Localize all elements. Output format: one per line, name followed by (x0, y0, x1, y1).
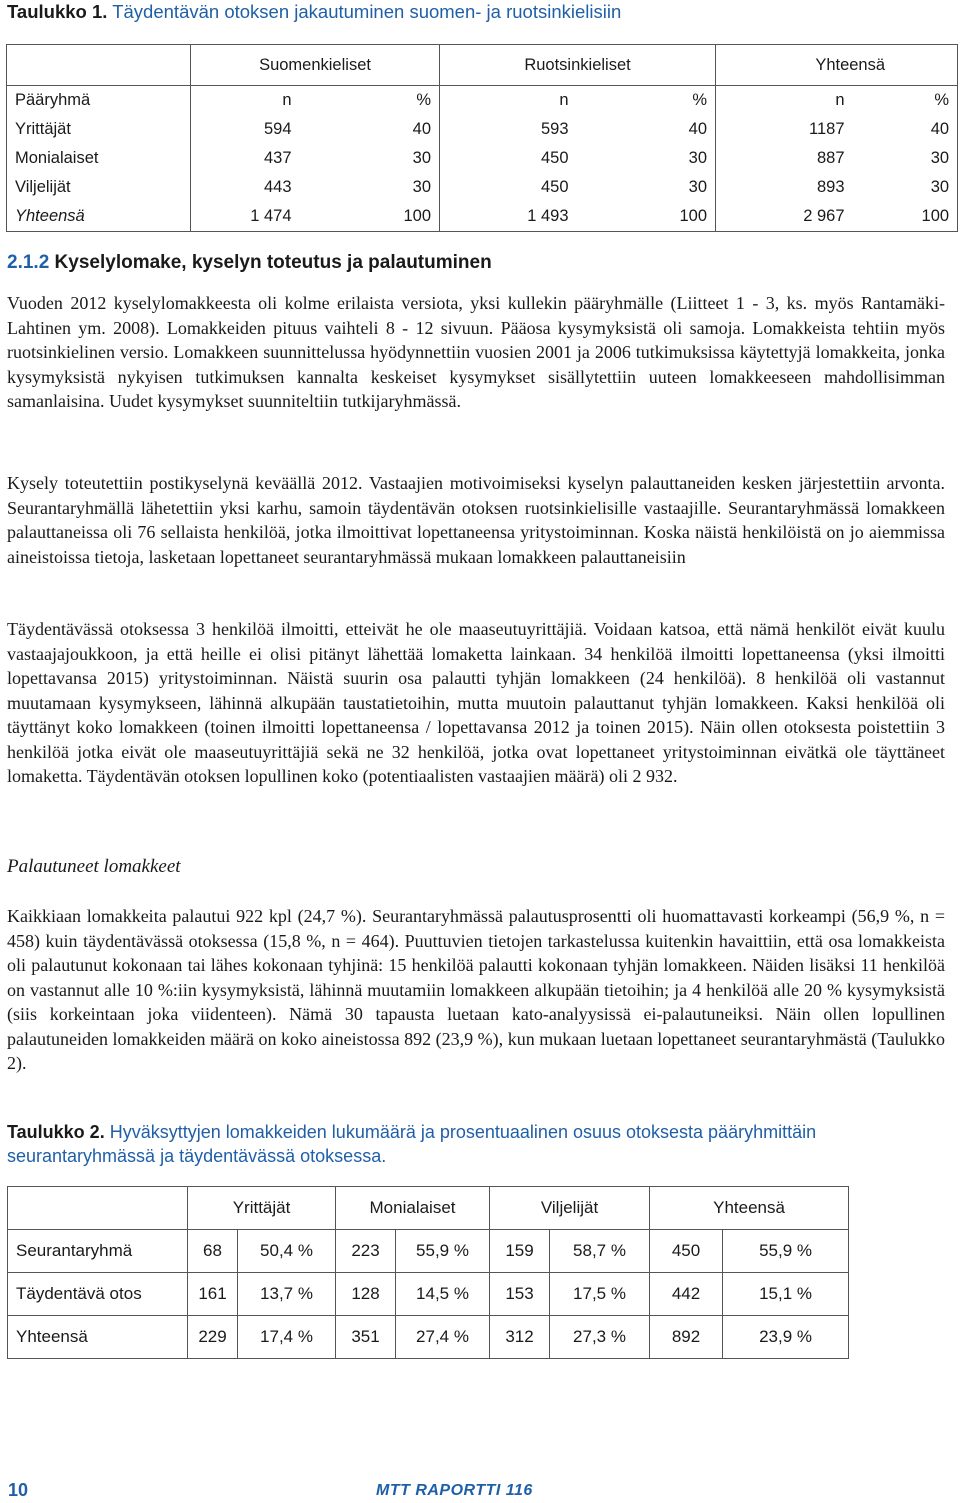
table2-cell: 351 (336, 1316, 396, 1359)
table2-cell: 13,7 % (238, 1273, 336, 1316)
table1-group-swedish: Ruotsinkieliset (440, 45, 716, 86)
table1-header-cell: % (300, 86, 440, 116)
table2-cell: 58,7 % (550, 1230, 650, 1273)
table1-header-cell: Pääryhmä (7, 86, 191, 116)
table1-group-row (7, 45, 958, 86)
table2-header-cell: Monialaiset (336, 1187, 490, 1230)
page-number: 10 (8, 1480, 29, 1500)
paragraph: Kysely toteutettiin postikyselynä keväällä 2012. Vastaajien motivoimiseksi kyselyn palauttaneiden kesken järjestettiin arvonta. Seurantaryhmällä lähetettiin yksi karhu, samoin täydentävän otoksen ruotsinkielisille vastaajille. Seurantaryhmässä lomakkeen palauttaneissa oli 76 sellaista henkilöä, jotka ilmoittivat lopettaneensa yritystoiminnan. Koska näistä henkilöistä on jo aiemmissa aineistoissa tietoja, lasketaan lopettaneet seurantaryhmässä mukaan lomakkeen palauttaneisiin (7, 473, 945, 567)
table1-header-cell: n (440, 86, 577, 116)
table1-cell: 40 (577, 115, 716, 144)
table1-cell: 1 493 (440, 202, 577, 232)
table2-cell: 15,1 % (723, 1273, 849, 1316)
table-row (8, 1316, 849, 1359)
table-row (8, 1273, 849, 1316)
table1-cell: 1 474 (191, 202, 300, 232)
table2-cell: 229 (188, 1316, 238, 1359)
table1-cell: 100 (577, 202, 716, 232)
table1-cell: 40 (853, 115, 958, 144)
table1-header-cell: n (716, 86, 853, 116)
table1-caption-label: Taulukko 1. (7, 1, 108, 22)
table2-cell: 450 (650, 1230, 723, 1273)
table2-cell: Yhteensä (8, 1316, 188, 1359)
subheading: Palautuneet lomakkeet (7, 856, 181, 877)
table1-cell: Yhteensä (7, 202, 191, 232)
table2-cell: 50,4 % (238, 1230, 336, 1273)
table1-cell: 30 (577, 173, 716, 202)
table2-cell: Seurantaryhmä (8, 1230, 188, 1273)
table1-cell: 443 (191, 173, 300, 202)
table2-cell: 161 (188, 1273, 238, 1316)
table2-cell: 153 (490, 1273, 550, 1316)
publication-brand: MTT RAPORTTI 116 (376, 1482, 533, 1499)
table2-cell: 17,4 % (238, 1316, 336, 1359)
table1-cell: 887 (716, 144, 853, 173)
table-row (7, 115, 958, 144)
table2-cell: Täydentävä otos (8, 1273, 188, 1316)
table-row (7, 144, 958, 173)
table2 (7, 1186, 849, 1359)
table1-cell: 437 (191, 144, 300, 173)
table1-header-cell: n (191, 86, 300, 116)
section-title: Kyselylomake, kyselyn toteutus ja palautuminen (54, 252, 492, 273)
table2-cell: 159 (490, 1230, 550, 1273)
paragraph: Vuoden 2012 kyselylomakkeesta oli kolme erilaista versiota, yksi kullekin pääryhmälle (Liitteet 1 - 3, ks. myös Rantamäki-Lahtinen ym. 2008). Lomakkeiden pituus vaihteli 8 - 12 sivuun. Pääosa kysymyksistä oli samoja. Lomakkeista tehtiin myös ruotsinkielinen versio. Lomakkeen suunnittelussa hyödynnettiin vuosien 2001 ja 2006 tutkimuksissa käytettyjä lomakkeita, jonka kysymyksistä nykyisen tutkimuksen kannalta keskeiset kysymykset sisällytettiin uuteen lomakkeeseen mahdollisimman samanlaisina. Uudet kysymykset suunniteltiin tutkijaryhmässä. (7, 293, 945, 411)
table2-cell: 27,4 % (396, 1316, 490, 1359)
table-row (7, 173, 958, 202)
table1-group-finnish: Suomenkieliset (191, 45, 440, 86)
paragraph: Täydentävässä otoksessa 3 henkilöä ilmoitti, etteivät he ole maaseutuyrittäjiä. Voidaan katsoa, että nämä henkilöt eivät kuulu vastaajajoukkoon, ja että heille ei olisi pitänyt lähettää lomaketta lainkaan. 34 henkilöä ilmoitti lopettaneensa (yksi ilmoitti lopettavansa 2015) yritystoiminnan. Näistä suurin osa palautti tyhjän lomakkeen (24 henkilöä). 8 henkilöä oli vastannut muutamaan kysymykseen, lähinnä alkupään taustatietoihin, mutta muutoin palauttanut tyhjän lomakkeen. Kaksi henkilöä oli täyttänyt koko lomakkeen (toinen ilmoitti lopettaneensa / lopettavansa 2012 ja toinen 2015). Näin ollen otoksesta poistettiin 3 henkilöä jotka eivät ole maaseutuyrittäjiä sekä ne 32 henkilöä, jotka ovat lopettaneet yritystoiminnan eivätkä ole täyttäneet lomaketta. Täydentävän otoksen lopullinen koko (potentiaalisten vastaajien määrä) oli 2 932. (7, 619, 945, 786)
table1-cell: 30 (577, 144, 716, 173)
table2-cell: 68 (188, 1230, 238, 1273)
table2-cell: 55,9 % (396, 1230, 490, 1273)
table2-cell: 128 (336, 1273, 396, 1316)
table1-caption (7, 0, 621, 24)
table1-cell: 30 (300, 144, 440, 173)
table2-header-cell: Viljelijät (490, 1187, 650, 1230)
table1-cell: 893 (716, 173, 853, 202)
table1-caption-text: Täydentävän otoksen jakautuminen suomen- ja ruotsinkielisiin (112, 1, 622, 22)
table1-cell: Yrittäjät (7, 115, 191, 144)
table1-cell: 2 967 (716, 202, 853, 232)
table-row (7, 202, 958, 232)
table2-cell: 442 (650, 1273, 723, 1316)
table2-header-cell: Yhteensä (650, 1187, 849, 1230)
table2-cell: 27,3 % (550, 1316, 650, 1359)
paragraph: Kaikkiaan lomakkeita palautui 922 kpl (24,7 %). Seurantaryhmässä palautusprosentti oli huomattavasti korkeampi (56,9 %, n = 458) kuin täydentävässä otoksessa (15,8 %, n = 464). Puuttuvien tietojen tarkastelussa kuitenkin havaittiin, että osa lomakkeista oli palautunut kokonaan tai lähes kokonaan tyhjinä: 15 henkilöä palautti kokonaan tyhjän lomakkeen. Näiden lisäksi 11 henkilöä on vastannut alle 10 %:iin kysymyksistä, lähinnä muutamiin lomakkeen alkupään tietoihin; ja 4 henkilöä alle 20 % kysymyksistä (siis korkeintaan joka viidenteen). Nämä 30 tapausta luetaan kato-analyysissä ei-palautuneiksi. Näin ollen lopullinen palautuneiden lomakkeiden määrä on koko aineistossa 892 (23,9 %), kun mukaan luetaan lopettaneet seurantaryhmästä (Taulukko 2). (7, 906, 945, 1073)
table1 (6, 44, 958, 232)
table1-header-cell: % (577, 86, 716, 116)
section-heading (7, 252, 492, 274)
table2-header-cell (8, 1187, 188, 1230)
table1-cell: Viljelijät (7, 173, 191, 202)
table1-cell: 100 (300, 202, 440, 232)
table2-cell: 14,5 % (396, 1273, 490, 1316)
table2-header-cell: Yrittäjät (188, 1187, 336, 1230)
table1-cell: 30 (300, 173, 440, 202)
table1-header-cell: % (853, 86, 958, 116)
table2-cell: 223 (336, 1230, 396, 1273)
table1-cell: 40 (300, 115, 440, 144)
table2-cell: 23,9 % (723, 1316, 849, 1359)
table1-cell: 450 (440, 144, 577, 173)
table1-cell: Monialaiset (7, 144, 191, 173)
table1-group-empty (7, 45, 191, 86)
table2-cell: 312 (490, 1316, 550, 1359)
table2-cell: 892 (650, 1316, 723, 1359)
table2-caption-text: Hyväksyttyjen lomakkeiden lukumäärä ja prosentuaalinen osuus otoksesta pääryhmittäin seurantaryhmässä ja täydentävässä otoksessa. (7, 1122, 817, 1166)
table1-cell: 100 (853, 202, 958, 232)
table2-cell: 17,5 % (550, 1273, 650, 1316)
table2-caption (7, 1120, 947, 1168)
section-number: 2.1.2 (7, 252, 50, 273)
table1-cell: 30 (853, 173, 958, 202)
table1-cell: 450 (440, 173, 577, 202)
table1-cell: 594 (191, 115, 300, 144)
table2-cell: 55,9 % (723, 1230, 849, 1273)
table-row (8, 1230, 849, 1273)
table1-cell: 30 (853, 144, 958, 173)
table1-group-total: Yhteensä (716, 45, 958, 86)
table1-cell: 1187 (716, 115, 853, 144)
table1-cell: 593 (440, 115, 577, 144)
table1-header-row (7, 86, 958, 116)
table2-header-row (8, 1187, 849, 1230)
table2-caption-label: Taulukko 2. (7, 1122, 105, 1142)
